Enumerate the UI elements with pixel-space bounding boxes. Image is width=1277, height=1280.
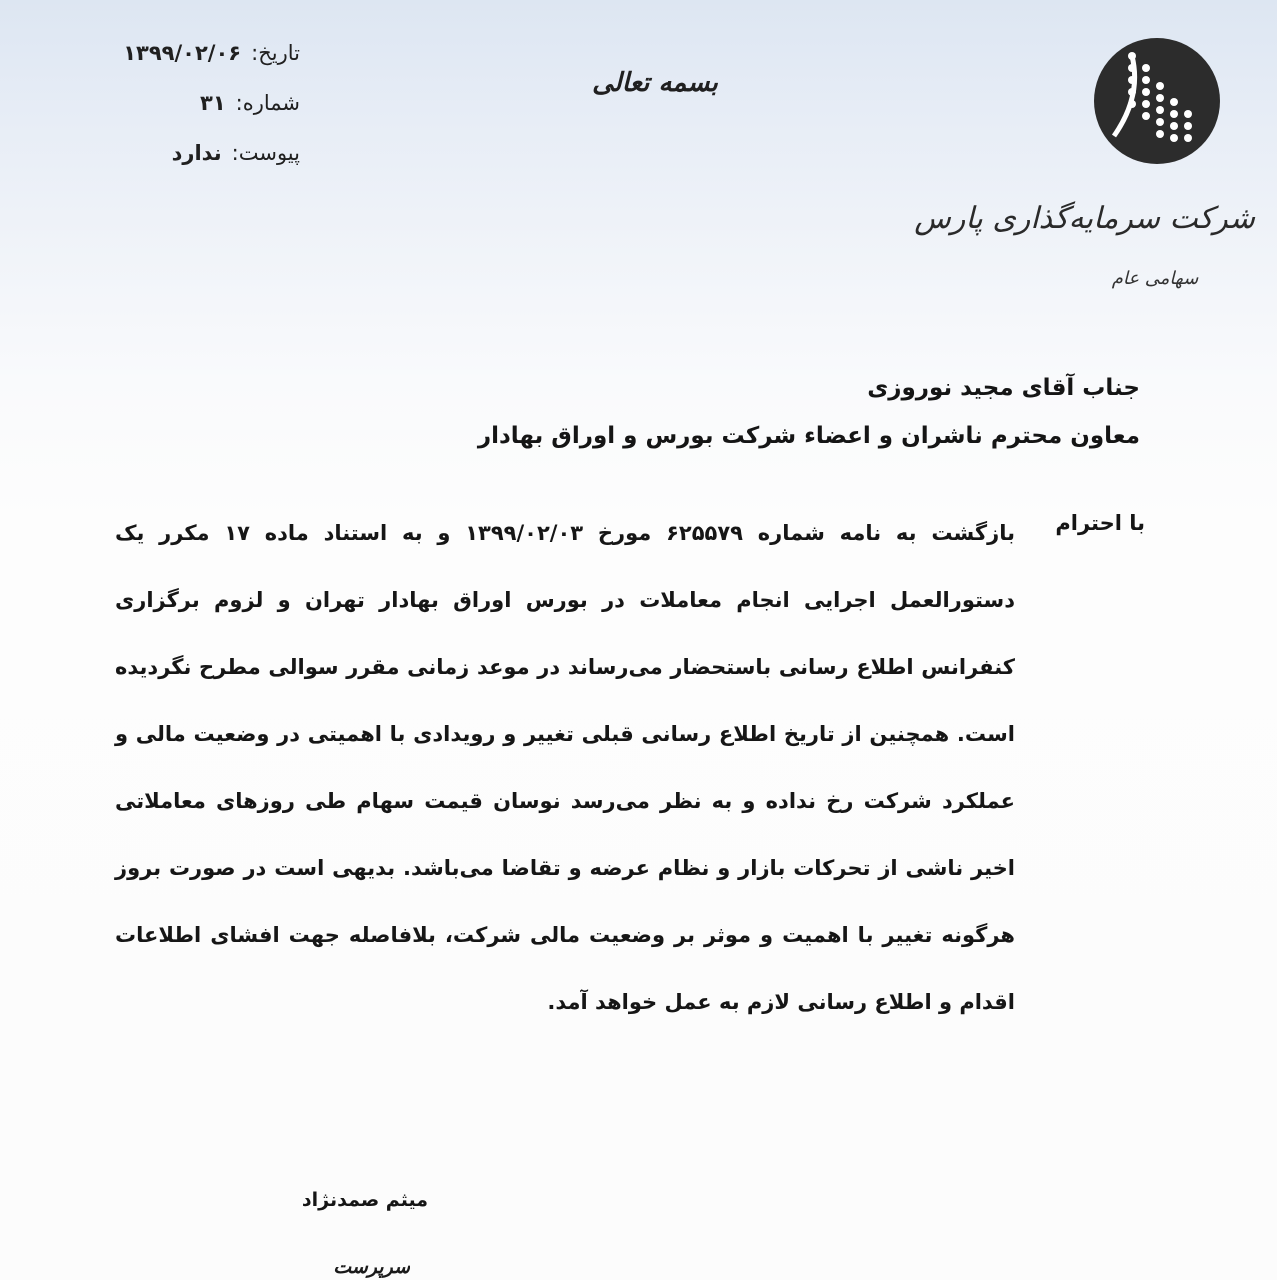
date-label: تاریخ: [251, 41, 300, 65]
number-row [80, 78, 300, 128]
recipient-name: جناب آقای مجید نوروزی [867, 375, 1140, 401]
attachment-row [80, 128, 300, 178]
number-label: شماره: [235, 91, 300, 115]
logo-company-type: سهامی عام [1111, 268, 1199, 289]
recipient-block [300, 364, 1140, 460]
letter-meta [80, 28, 300, 178]
recipient-title: معاون محترم ناشران و اعضاء شرکت بورس و اوراق بهادار [477, 423, 1140, 449]
signer-name: میثم صمدنژاد [301, 1189, 428, 1211]
signer-title: سرپرست [333, 1256, 410, 1278]
date-row [80, 28, 300, 78]
number-value: ۳۱ [200, 91, 226, 115]
bismillah-heading: بسمه تعالی [592, 68, 718, 98]
attachment-value: ندارد [171, 141, 222, 165]
attachment-label: پیوست: [231, 141, 300, 165]
company-logo [914, 36, 1260, 316]
date-value: ۱۳۹۹/۰۲/۰۶ [123, 41, 242, 65]
dotted-circle-logo-icon [1092, 36, 1222, 166]
salutation: با احترام [1055, 511, 1145, 535]
logo-company-name: شرکت سرمایه‌گذاری پارس [914, 201, 1255, 236]
letter-body: بازگشت به نامه شماره ۶۲۵۵۷۹ مورخ ۱۳۹۹/۰۲/۰۳ و به استناد ماده ۱۷ مکرر یک دستورالعمل اجرایی انجام معاملات در بورس اوراق بهادار تهران و لزوم برگزاری کنفرانس اطلاع رسانی باستحضار می‌رساند در موعد زمانی مقرر سوالی مطرح نگردیده است. همچنین از تاریخ اطلاع رسانی قبلی تغییر و رویدادی با اهمیتی در وضعیت مالی و عملکرد شرکت رخ نداده و به نظر می‌رسد نوسان قیمت سهام طی روزهای معاملاتی اخیر ناشی از تحرکات بازار و نظام عرضه و تقاضا می‌باشد. بدیهی است در صورت بروز هرگونه تغییر با اهمیت و موثر بر وضعیت مالی شرکت، بلافاصله جهت افشای اطلاعات اقدام و اطلاع رسانی لازم به عمل خواهد آمد. [115, 521, 1015, 1014]
